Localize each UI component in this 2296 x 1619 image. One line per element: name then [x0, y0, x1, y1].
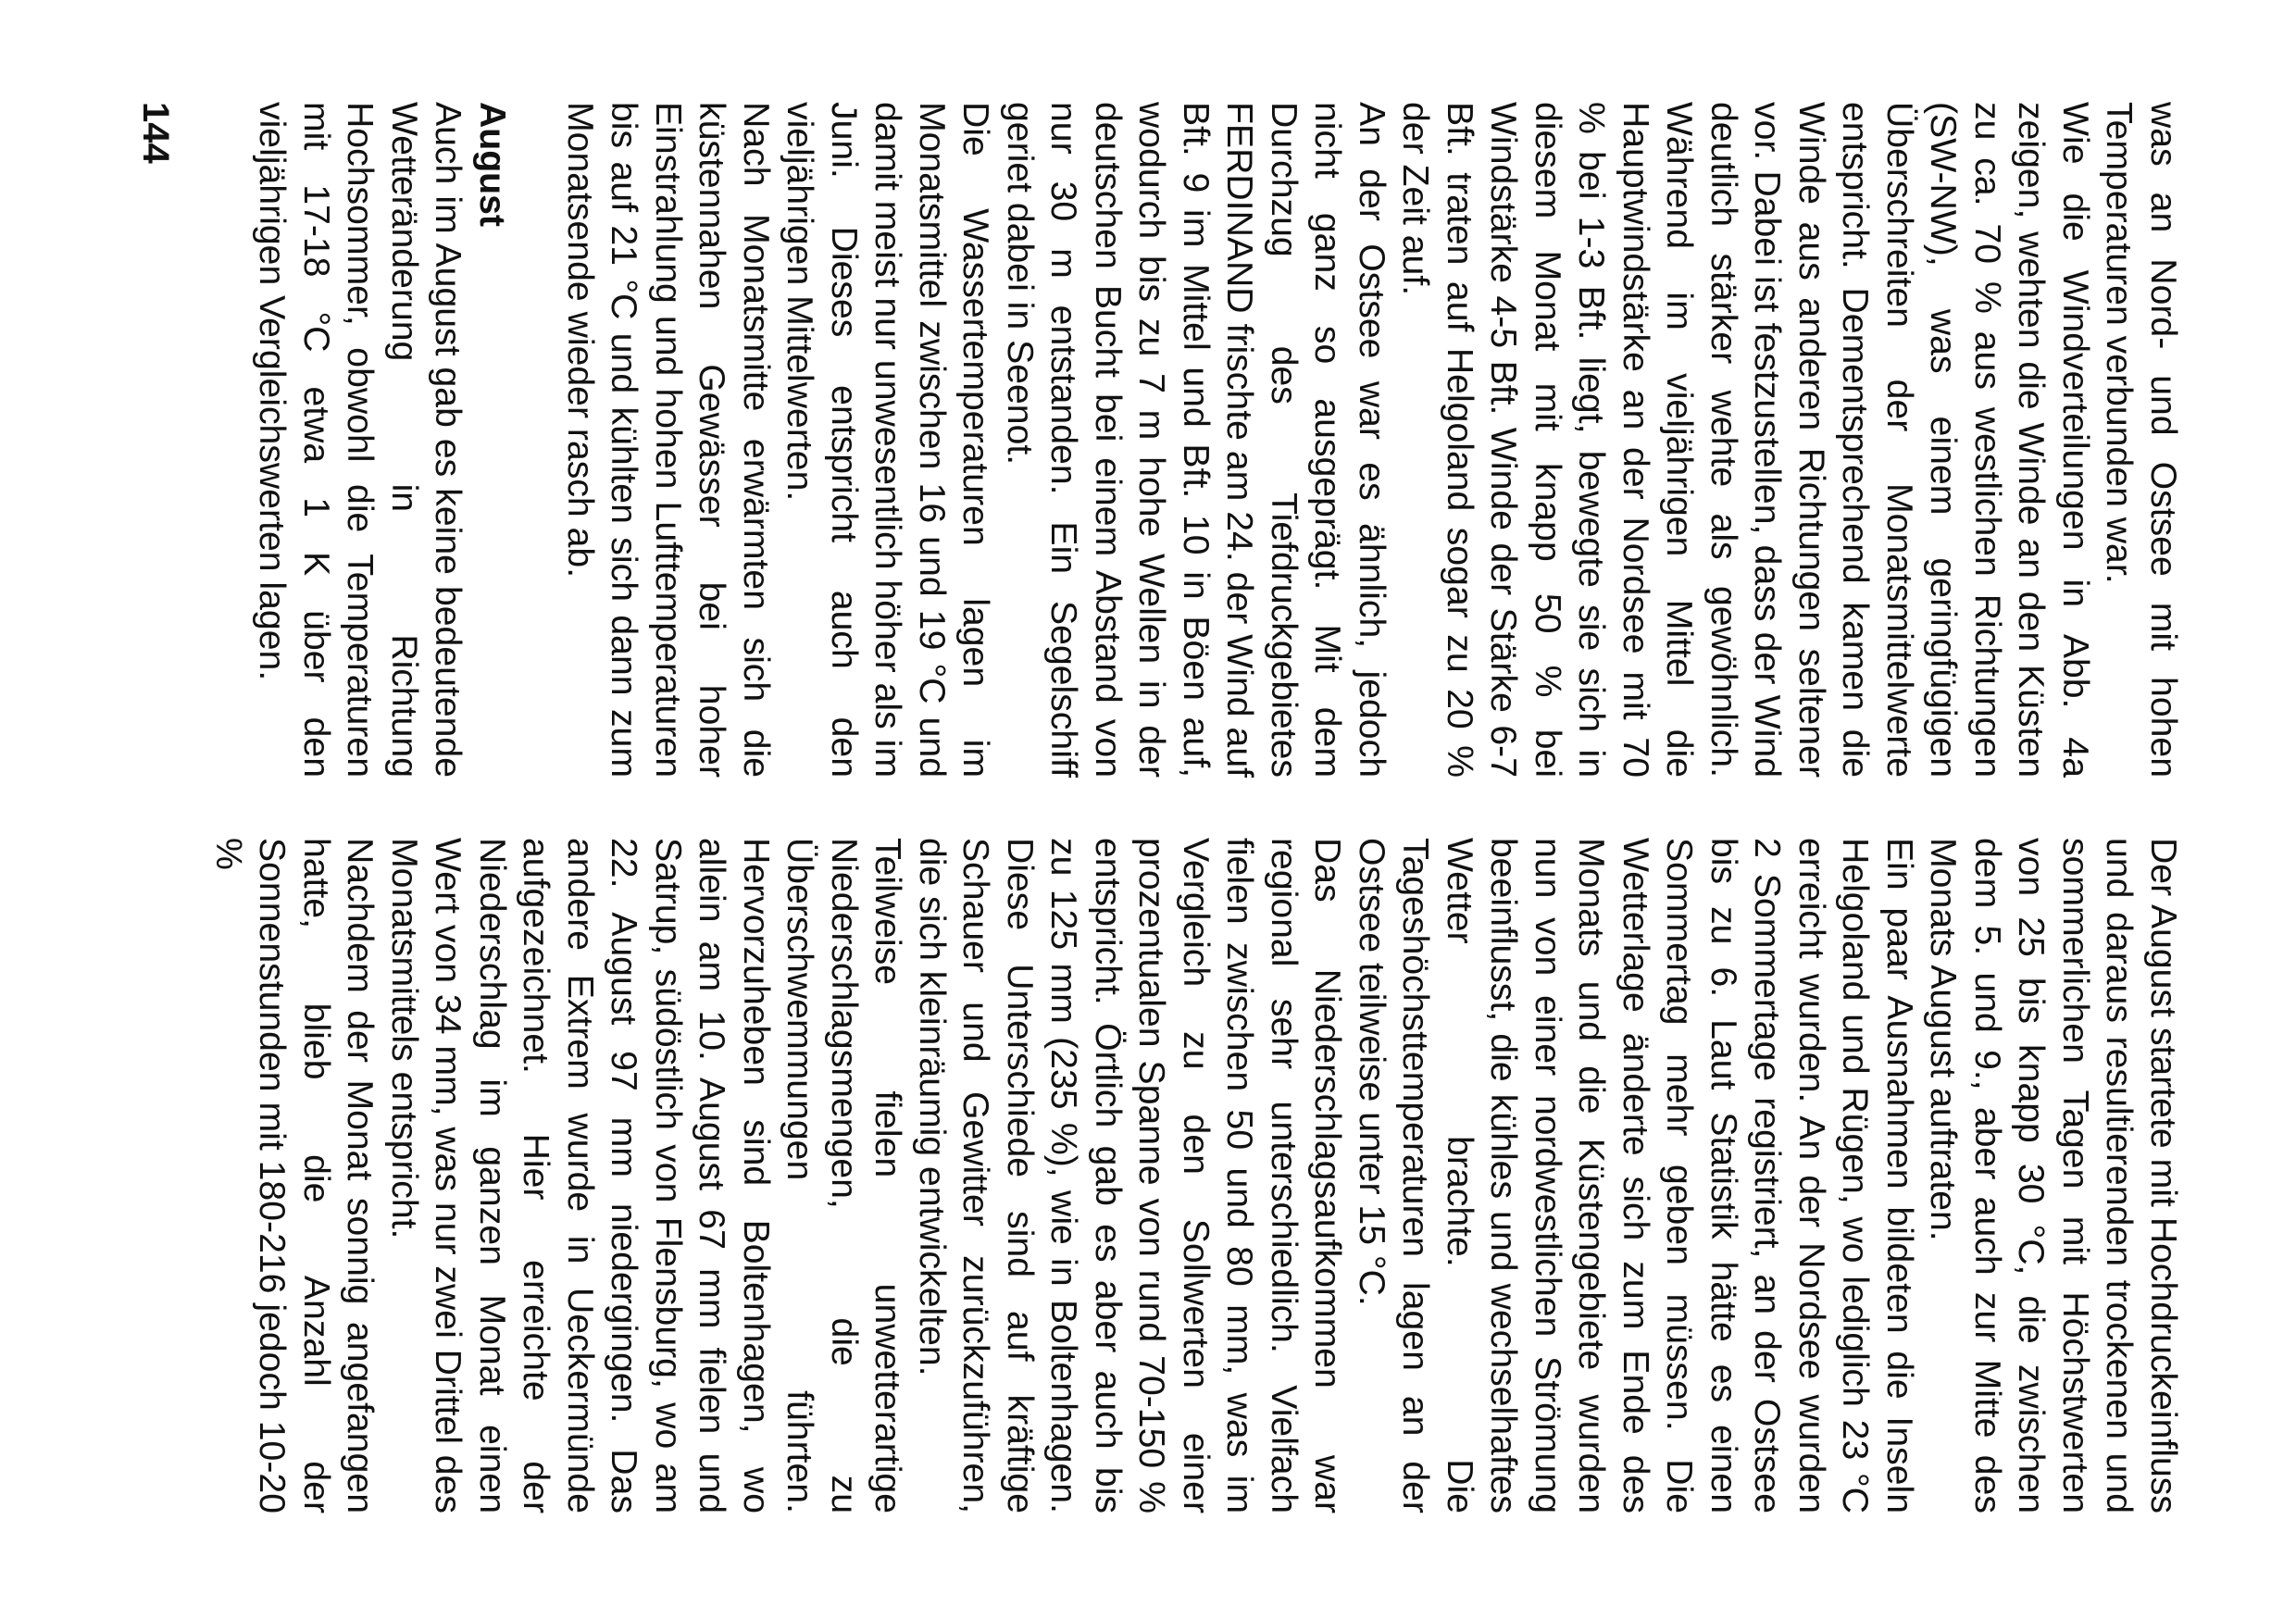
section-heading: August: [472, 102, 512, 227]
paragraph: was an Nord- und Ostsee mit hohen Temperaturen verbunden war.: [2099, 102, 2183, 778]
right-text-column: [206, 838, 2186, 1513]
paragraph: An der Ostsee war es ähnlich, jedoch nicht ganz so ausgeprägt. Mit dem Durchzug des Tiefdruckgebietes FERDINAND frischte am 24. der Wind auf Bft. 9 im Mittel und Bft. 10 in Böen auf, wodurch bis zu 7 m hohe Wellen in der deutschen Bucht bei einem Abstand von nur 30 m entstanden. Ein Segelschiff geriet dabei in Seenot.: [1000, 102, 1391, 778]
paragraph: Wie die Windverteilungen in Abb. 4a zeigen, wehten die Winde an den Küsten zu ca. 70 % aus westlichen Richtungen (SW-NW), was einem geringfügigen Überschreiten der Monatsmittelwerte entspricht. Dementsprechend kamen die Winde aus anderen Richtungen seltener vor. Dabei ist festzustellen, dass der Wind deutlich stärker wehte als gewöhnlich. Während im vieljährigen Mittel die Hauptwindstärke an der Nordsee mit 70 % bei 1-3 Bft. liegt, bewegte sie sich in diesem Monat mit knapp 50 % bei Windstärke 4-5 Bft. Winde der Stärke 6-7 Bft. traten auf Helgoland sogar zu 20 % der Zeit auf.: [1395, 102, 2095, 778]
paragraph: Auch im August gab es keine bedeutende Wetteränderung in Richtung Hochsommer, obwohl die Temperaturen mit 17-18 °C etwa 1 K über den vieljährigen Vergleichswerten lagen.: [252, 102, 468, 778]
paragraph: Ein paar Ausnahmen bildeten die Inseln Helgoland und Rügen, wo lediglich 23 °C erreicht wurden. An der Nordsee wurden 2 Sommertage registriert, an der Ostsee bis zu 6. Laut Statistik hätte es einen Sommertag mehr geben müssen. Die Wetterlage änderte sich zum Ende des Monats und die Küstengebiete wurden nun von einer nordwestlichen Strömung beeinflusst, die kühles und wechselhaftes Wetter brachte. Die Tageshöchsttemperaturen lagen an der Ostsee teilweise unter 15 °C.: [1352, 838, 1919, 1513]
paragraph: Der August startete mit Hochdruckeinfluss und daraus resultierenden trockenen und sommerlichen Tagen mit Höchstwerten von 25 bis knapp 30 °C, die zwischen dem 5. und 9., aber auch zur Mitte des Monats August auftraten.: [1923, 838, 2183, 1513]
left-text-column: [250, 102, 2185, 778]
paragraph: Teilweise fielen unwetterartige Niederschlagsmengen, die zu Überschwemmungen führten. Hervorzuheben sind Boltenhagen, wo allein am 10. August 67 mm fielen und Satrup, südöstlich von Flensburg, wo am 22. August 97 mm niedergingen. Das andere Extrem wurde in Ueckermünde aufgezeichnet. Hier erreichte der Niederschlag im ganzen Monat einen Wert von 34 mm, was nur zwei Drittel des Monatsmittels entspricht.: [384, 838, 908, 1513]
paragraph: Nach Monatsmitte erwärmten sich die küstennahen Gewässer bei hoher Einstrahlung und hohen Lufttemperaturen bis auf 21 °C und kühlten sich dann zum Monatsende wieder rasch ab.: [560, 102, 776, 778]
paragraph: Nachdem der Monat sonnig angefangen hatte, blieb die Anzahl der Sonnenstunden mit 180-216 jedoch 10-20 %: [208, 838, 381, 1513]
paragraph: Das Niederschlagsaufkommen war regional sehr unterschiedlich. Vielfach fielen zwischen 50 und 80 mm, was im Vergleich zu den Sollwerten einer prozentualen Spanne von rund 70-150 % entspricht. Örtlich gab es aber auch bis zu 125 mm (235 %), wie in Boltenhagen. Diese Unterschiede sind auf kräftige Schauer und Gewitter zurückzuführen, die sich kleinräumig entwickelten.: [912, 838, 1348, 1513]
paragraph: Die Wassertemperaturen lagen im Monatsmittel zwischen 16 und 19 °C und damit meist nur unwesentlich höher als im Juni. Dieses entspricht auch den vieljährigen Mittelwerten.: [780, 102, 996, 778]
page-number: 144: [135, 102, 176, 164]
